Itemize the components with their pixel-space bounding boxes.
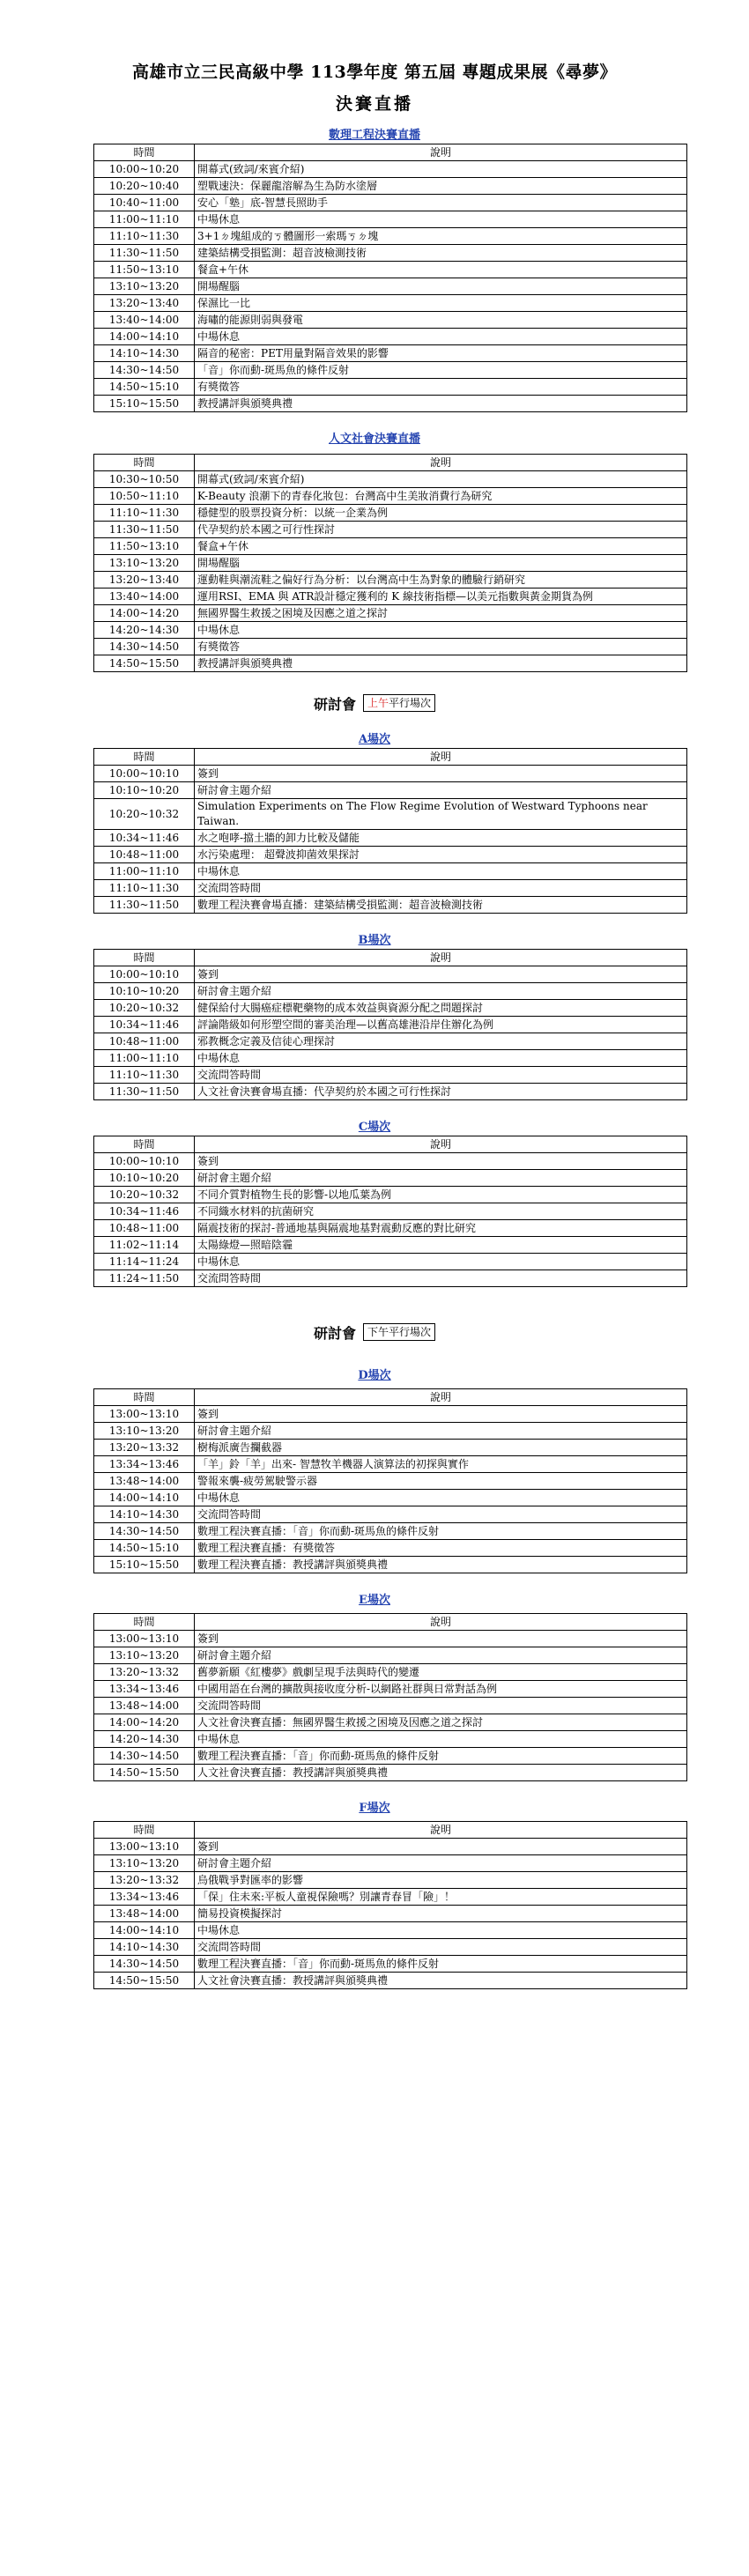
time-header: 時間 — [94, 950, 195, 966]
time-cell: 13:40~14:00 — [94, 588, 195, 605]
time-cell: 10:20~10:40 — [94, 178, 195, 195]
time-cell: 10:34~11:46 — [94, 1203, 195, 1220]
description-cell: 餐盒+午休 — [195, 538, 687, 555]
schedule-row — [94, 1557, 687, 1573]
description-cell: 中場休息 — [195, 1254, 687, 1270]
schedule-row — [94, 1540, 687, 1557]
time-cell: 10:00~10:10 — [94, 1153, 195, 1170]
description-cell: 「羊」鈴「羊」出來- 智慧牧羊機器人演算法的初探與實作 — [195, 1456, 687, 1473]
schedule-row — [94, 1423, 687, 1440]
description-cell: 無國界醫生救援之困境及因應之道之探討 — [195, 605, 687, 622]
time-cell: 13:00~13:10 — [94, 1406, 195, 1423]
time-header: 時間 — [94, 1389, 195, 1406]
description-cell: 塑戰速決：保麗龍溶解為生為防水塗層 — [195, 178, 687, 195]
schedule-row — [94, 1631, 687, 1647]
schedule-row — [94, 1765, 687, 1781]
time-cell: 13:48~14:00 — [94, 1473, 195, 1490]
schedule-row — [94, 766, 687, 782]
time-cell: 13:10~13:20 — [94, 278, 195, 295]
schedule-row — [94, 211, 687, 228]
science-final-section — [0, 128, 749, 412]
schedule-row — [94, 1647, 687, 1664]
session-a-title: A場次 — [358, 733, 391, 746]
time-cell: 14:50~15:10 — [94, 379, 195, 396]
schedule-row — [94, 522, 687, 538]
description-cell: 簽到 — [195, 1631, 687, 1647]
description-cell: 穩健型的股票投資分析：以統一企業為例 — [195, 505, 687, 522]
time-cell: 11:00~11:10 — [94, 1050, 195, 1067]
time-cell: 11:30~11:50 — [94, 897, 195, 914]
schedule-row — [94, 1456, 687, 1473]
time-cell: 14:20~14:30 — [94, 622, 195, 639]
time-cell: 10:30~10:50 — [94, 471, 195, 488]
description-cell: 人文社會決賽直播：教授講評與頒獎典禮 — [195, 1973, 687, 1989]
time-cell: 13:10~13:20 — [94, 1423, 195, 1440]
session-d-title: D場次 — [358, 1369, 391, 1382]
session-b-table — [93, 949, 687, 1100]
schedule-row — [94, 178, 687, 195]
description-cell: 3+1ㄉ塊組成的ㄎ體圖形一索瑪ㄎㄉ塊 — [195, 228, 687, 245]
schedule-row — [94, 245, 687, 262]
schedule-row — [94, 379, 687, 396]
desc-header: 說明 — [195, 144, 687, 161]
schedule-row — [94, 1956, 687, 1973]
time-cell: 14:30~14:50 — [94, 1748, 195, 1765]
time-header: 時間 — [94, 749, 195, 766]
time-cell: 11:00~11:10 — [94, 211, 195, 228]
time-cell: 11:30~11:50 — [94, 1084, 195, 1100]
desc-header: 說明 — [195, 455, 687, 471]
session-c-table — [93, 1136, 687, 1287]
time-cell: 13:20~13:32 — [94, 1872, 195, 1889]
description-cell: 開幕式(致詞/來賓介紹) — [195, 471, 687, 488]
page-header — [0, 0, 749, 116]
schedule-row — [94, 396, 687, 412]
time-cell: 11:30~11:50 — [94, 522, 195, 538]
schedule-row — [94, 1681, 687, 1698]
schedule-row — [94, 555, 687, 572]
time-cell: 14:20~14:30 — [94, 1731, 195, 1748]
schedule-row — [94, 1153, 687, 1170]
schedule-row — [94, 278, 687, 295]
description-cell: 建築結構受損監測：超音波檢測技術 — [195, 245, 687, 262]
description-cell: 數理工程決賽直播：「音」你而動-斑馬魚的條件反射 — [195, 1956, 687, 1973]
description-cell: 簽到 — [195, 1406, 687, 1423]
description-cell: 開場醒腦 — [195, 555, 687, 572]
description-cell: 隔震技術的探討-普通地基與隔震地基對震動反應的對比研究 — [195, 1220, 687, 1237]
time-cell: 13:10~13:20 — [94, 1855, 195, 1872]
desc-header: 說明 — [195, 1822, 687, 1839]
time-cell: 13:48~14:00 — [94, 1698, 195, 1714]
session-b-section — [0, 933, 749, 1100]
description-cell: 舊夢新願《紅樓夢》戲劇呈現手法與時代的變遷 — [195, 1664, 687, 1681]
time-cell: 14:50~15:50 — [94, 1973, 195, 1989]
time-cell: 13:34~13:46 — [94, 1889, 195, 1906]
time-cell: 11:10~11:30 — [94, 880, 195, 897]
description-cell: 樹梅派廣告攔截器 — [195, 1440, 687, 1456]
schedule-row — [94, 588, 687, 605]
schedule-row — [94, 1906, 687, 1922]
schedule-row — [94, 262, 687, 278]
description-cell: 交流問答時間 — [195, 880, 687, 897]
humanities-final-section — [0, 432, 749, 672]
schedule-row — [94, 655, 687, 672]
description-cell: 中場休息 — [195, 329, 687, 345]
schedule-row — [94, 1000, 687, 1017]
description-cell: 教授講評與頒獎典禮 — [195, 396, 687, 412]
description-cell: 數理工程決賽直播：「音」你而動-斑馬魚的條件反射 — [195, 1523, 687, 1540]
session-e-section — [0, 1593, 749, 1781]
time-cell: 13:34~13:46 — [94, 1681, 195, 1698]
schedule-row — [94, 1187, 687, 1203]
time-cell: 11:10~11:30 — [94, 228, 195, 245]
schedule-row — [94, 488, 687, 505]
time-cell: 14:50~15:50 — [94, 1765, 195, 1781]
session-a-section — [0, 732, 749, 914]
schedule-row — [94, 1406, 687, 1423]
description-cell: 中場休息 — [195, 1731, 687, 1748]
time-cell: 10:48~11:00 — [94, 1220, 195, 1237]
time-cell: 11:02~11:14 — [94, 1237, 195, 1254]
description-cell: K-Beauty 浪潮下的青春化妝包：台灣高中生美妝消費行為研究 — [195, 488, 687, 505]
description-cell: 中場休息 — [195, 211, 687, 228]
description-cell: 烏俄戰爭對匯率的影響 — [195, 1872, 687, 1889]
time-cell: 13:00~13:10 — [94, 1839, 195, 1855]
time-cell: 10:20~10:32 — [94, 1000, 195, 1017]
time-cell: 14:00~14:10 — [94, 329, 195, 345]
schedule-row — [94, 471, 687, 488]
description-cell: 保濕比一比 — [195, 295, 687, 312]
desc-header: 說明 — [195, 749, 687, 766]
desc-header: 說明 — [195, 1614, 687, 1631]
session-a-table — [93, 748, 687, 914]
description-cell: 交流問答時間 — [195, 1067, 687, 1084]
schedule-row — [94, 983, 687, 1000]
schedule-row — [94, 195, 687, 211]
schedule-row — [94, 538, 687, 555]
schedule-row — [94, 847, 687, 863]
schedule-row — [94, 863, 687, 880]
time-cell: 13:00~13:10 — [94, 1631, 195, 1647]
afternoon-parallel-tag: 下午平行場次 — [363, 1323, 435, 1341]
schedule-row — [94, 639, 687, 655]
schedule-row — [94, 1506, 687, 1523]
description-cell: 人文社會決賽會場直播：代孕契約於本國之可行性探討 — [195, 1084, 687, 1100]
session-e-title: E場次 — [359, 1594, 390, 1607]
time-cell: 13:20~13:40 — [94, 572, 195, 588]
time-cell: 14:10~14:30 — [94, 1506, 195, 1523]
schedule-row — [94, 1714, 687, 1731]
description-cell: 水之咆哮-擋土牆的卸力比較及儲能 — [195, 830, 687, 847]
time-cell: 10:50~11:10 — [94, 488, 195, 505]
description-cell: 運動鞋與潮流鞋之偏好行為分析：以台灣高中生為對象的體驗行銷研究 — [195, 572, 687, 588]
description-cell: 水污染處理： 超聲波抑菌效果探討 — [195, 847, 687, 863]
time-cell: 10:00~10:10 — [94, 766, 195, 782]
schedule-row — [94, 1731, 687, 1748]
desc-header: 說明 — [195, 1136, 687, 1153]
time-cell: 14:00~14:20 — [94, 605, 195, 622]
description-cell: 有獎徵答 — [195, 639, 687, 655]
time-cell: 14:30~14:50 — [94, 362, 195, 379]
description-cell: 中場休息 — [195, 863, 687, 880]
time-cell: 10:20~10:32 — [94, 799, 195, 830]
description-cell: 簽到 — [195, 1153, 687, 1170]
session-e-table — [93, 1613, 687, 1781]
time-cell: 14:00~14:10 — [94, 1922, 195, 1939]
schedule-row — [94, 1084, 687, 1100]
time-cell: 11:24~11:50 — [94, 1270, 195, 1287]
schedule-row — [94, 362, 687, 379]
time-cell: 14:50~15:50 — [94, 655, 195, 672]
schedule-row — [94, 1050, 687, 1067]
schedule-row — [94, 1698, 687, 1714]
schedule-row — [94, 966, 687, 983]
morning-parallel-tag — [363, 694, 435, 712]
time-header: 時間 — [94, 144, 195, 161]
session-c-section — [0, 1120, 749, 1287]
time-cell: 14:30~14:50 — [94, 1523, 195, 1540]
description-cell: Simulation Experiments on The Flow Regime Evolution of Westward Typhoons near Taiwan. — [195, 799, 687, 830]
time-cell: 14:00~14:10 — [94, 1490, 195, 1506]
time-header: 時間 — [94, 455, 195, 471]
schedule-row — [94, 572, 687, 588]
time-cell: 10:48~11:00 — [94, 1033, 195, 1050]
time-cell: 13:20~13:40 — [94, 295, 195, 312]
description-cell: 交流問答時間 — [195, 1506, 687, 1523]
schedule-row — [94, 505, 687, 522]
page-title: 高雄市立三民高級中學 113學年度 第五屆 專題成果展《尋夢》 — [131, 63, 617, 82]
time-cell: 10:34~11:46 — [94, 830, 195, 847]
schedule-row — [94, 1889, 687, 1906]
schedule-row — [94, 1033, 687, 1050]
description-cell: 中場休息 — [195, 1050, 687, 1067]
description-cell: 太陽綠燈—照暗陰霾 — [195, 1237, 687, 1254]
description-cell: 開場醒腦 — [195, 278, 687, 295]
time-cell: 13:40~14:00 — [94, 312, 195, 329]
desc-header: 說明 — [195, 1389, 687, 1406]
time-cell: 14:10~14:30 — [94, 1939, 195, 1956]
description-cell: 數理工程決賽直播：教授講評與頒獎典禮 — [195, 1557, 687, 1573]
schedule-row — [94, 228, 687, 245]
time-cell: 10:48~11:00 — [94, 847, 195, 863]
description-cell: 簡易投資模擬探討 — [195, 1906, 687, 1922]
description-cell: 簽到 — [195, 766, 687, 782]
schedule-row — [94, 880, 687, 897]
description-cell: 中國用語在台灣的擴散與接收度分析-以網路社群與日常對話為例 — [195, 1681, 687, 1698]
description-cell: 簽到 — [195, 1839, 687, 1855]
time-cell: 10:00~10:10 — [94, 966, 195, 983]
time-cell: 13:20~13:32 — [94, 1440, 195, 1456]
description-cell: 開幕式(致詞/來賓介紹) — [195, 161, 687, 178]
humanities-final-title: 人文社會決賽直播 — [328, 433, 420, 446]
time-cell: 15:10~15:50 — [94, 1557, 195, 1573]
schedule-row — [94, 1748, 687, 1765]
schedule-row — [94, 345, 687, 362]
description-cell: 人文社會決賽直播：無國界醫生救援之困境及因應之道之探討 — [195, 1714, 687, 1731]
morning-forum-heading — [0, 692, 749, 714]
schedule-row — [94, 1237, 687, 1254]
schedule-row — [94, 295, 687, 312]
description-cell: 警報來襲-疲勞駕駛警示器 — [195, 1473, 687, 1490]
description-cell: 有獎徵答 — [195, 379, 687, 396]
description-cell: 教授講評與頒獎典禮 — [195, 655, 687, 672]
schedule-row — [94, 1664, 687, 1681]
session-c-title: C場次 — [358, 1121, 391, 1134]
time-cell: 14:50~15:10 — [94, 1540, 195, 1557]
description-cell: 研討會主題介紹 — [195, 983, 687, 1000]
session-f-title: F場次 — [359, 1802, 390, 1815]
schedule-row — [94, 1220, 687, 1237]
schedule-row — [94, 1254, 687, 1270]
description-cell: 安心「塾」底-智慧長照助手 — [195, 195, 687, 211]
description-cell: 中場休息 — [195, 622, 687, 639]
schedule-row — [94, 1067, 687, 1084]
schedule-row — [94, 312, 687, 329]
time-cell: 14:00~14:20 — [94, 1714, 195, 1731]
time-cell: 11:30~11:50 — [94, 245, 195, 262]
description-cell: 不同介質對植物生長的影響-以地瓜葉為例 — [195, 1187, 687, 1203]
time-cell: 13:10~13:20 — [94, 1647, 195, 1664]
description-cell: 中場休息 — [195, 1490, 687, 1506]
morning-tag-accent: 上午 — [367, 697, 389, 709]
time-cell: 13:20~13:32 — [94, 1664, 195, 1681]
schedule-row — [94, 1440, 687, 1456]
humanities-final-table — [93, 454, 687, 672]
schedule-row — [94, 605, 687, 622]
page-subtitle: 決賽直播 — [335, 94, 413, 114]
afternoon-forum-label: 研討會 — [313, 1324, 356, 1342]
schedule-row — [94, 897, 687, 914]
time-cell: 14:30~14:50 — [94, 639, 195, 655]
description-cell: 數理工程決賽直播：有獎徵答 — [195, 1540, 687, 1557]
schedule-row — [94, 1490, 687, 1506]
description-cell: 交流問答時間 — [195, 1939, 687, 1956]
morning-tag-rest: 平行場次 — [389, 697, 432, 709]
schedule-row — [94, 1839, 687, 1855]
schedule-row — [94, 830, 687, 847]
schedule-row — [94, 1855, 687, 1872]
schedule-row — [94, 622, 687, 639]
session-f-table — [93, 1821, 687, 1989]
schedule-row — [94, 1473, 687, 1490]
time-cell: 10:10~10:20 — [94, 1170, 195, 1187]
session-b-title: B場次 — [358, 934, 391, 947]
time-cell: 11:14~11:24 — [94, 1254, 195, 1270]
schedule-row — [94, 1270, 687, 1287]
session-d-table — [93, 1388, 687, 1573]
time-cell: 11:50~13:10 — [94, 538, 195, 555]
science-final-table — [93, 144, 687, 412]
description-cell: 簽到 — [195, 966, 687, 983]
desc-header: 說明 — [195, 950, 687, 966]
description-cell: 研討會主題介紹 — [195, 782, 687, 799]
description-cell: 評論階級如何形塑空間的審美治理—以舊高雄港沿岸住辦化為例 — [195, 1017, 687, 1033]
schedule-row — [94, 799, 687, 830]
time-cell: 10:40~11:00 — [94, 195, 195, 211]
description-cell: 交流問答時間 — [195, 1698, 687, 1714]
description-cell: 數理工程決賽會場直播：建築結構受損監測：超音波檢測技術 — [195, 897, 687, 914]
description-cell: 海嘯的能源則弱與發電 — [195, 312, 687, 329]
description-cell: 「音」你而動-斑馬魚的條件反射 — [195, 362, 687, 379]
description-cell: 健保給付大腸癌症標靶藥物的成本效益與資源分配之問題探討 — [195, 1000, 687, 1017]
time-cell: 13:48~14:00 — [94, 1906, 195, 1922]
description-cell: 不同織水材料的抗菌研究 — [195, 1203, 687, 1220]
description-cell: 人文社會決賽直播：教授講評與頒獎典禮 — [195, 1765, 687, 1781]
description-cell: 邪教概念定義及信徒心理探討 — [195, 1033, 687, 1050]
time-cell: 10:10~10:20 — [94, 782, 195, 799]
schedule-row — [94, 1973, 687, 1989]
morning-forum-label: 研討會 — [313, 695, 356, 713]
description-cell: 研討會主題介紹 — [195, 1170, 687, 1187]
schedule-row — [94, 1872, 687, 1889]
time-cell: 14:10~14:30 — [94, 345, 195, 362]
time-cell: 14:30~14:50 — [94, 1956, 195, 1973]
description-cell: 研討會主題介紹 — [195, 1647, 687, 1664]
description-cell: 運用RSI、EMA 與 ATR設計穩定獲利的 K 線技術指標—以美元指數與黃金期貨為例 — [195, 588, 687, 605]
afternoon-forum-heading — [0, 1321, 749, 1344]
time-cell: 15:10~15:50 — [94, 396, 195, 412]
time-cell: 13:34~13:46 — [94, 1456, 195, 1473]
schedule-row — [94, 1017, 687, 1033]
schedule-row — [94, 329, 687, 345]
time-cell: 11:00~11:10 — [94, 863, 195, 880]
time-header: 時間 — [94, 1822, 195, 1839]
time-cell: 11:10~11:30 — [94, 1067, 195, 1084]
description-cell: 中場休息 — [195, 1922, 687, 1939]
description-cell: 研討會主題介紹 — [195, 1423, 687, 1440]
description-cell: 交流問答時間 — [195, 1270, 687, 1287]
description-cell: 餐盒+午休 — [195, 262, 687, 278]
time-cell: 10:10~10:20 — [94, 983, 195, 1000]
science-final-title: 數理工程決賽直播 — [328, 129, 420, 142]
time-cell: 11:50~13:10 — [94, 262, 195, 278]
description-cell: 數理工程決賽直播：「音」你而動-斑馬魚的條件反射 — [195, 1748, 687, 1765]
time-cell: 10:00~10:20 — [94, 161, 195, 178]
session-f-section — [0, 1801, 749, 1989]
time-cell: 11:10~11:30 — [94, 505, 195, 522]
time-header: 時間 — [94, 1136, 195, 1153]
schedule-row — [94, 1203, 687, 1220]
description-cell: 「保」住未來:平板人童視保險嗎？別讓青春冒「險」！ — [195, 1889, 687, 1906]
time-cell: 10:34~11:46 — [94, 1017, 195, 1033]
description-cell: 隔音的秘密：PET用量對隔音效果的影響 — [195, 345, 687, 362]
time-header: 時間 — [94, 1614, 195, 1631]
description-cell: 研討會主題介紹 — [195, 1855, 687, 1872]
schedule-row — [94, 161, 687, 178]
session-d-section — [0, 1368, 749, 1573]
schedule-row — [94, 1523, 687, 1540]
schedule-row — [94, 782, 687, 799]
time-cell: 13:10~13:20 — [94, 555, 195, 572]
description-cell: 代孕契約於本國之可行性探討 — [195, 522, 687, 538]
schedule-row — [94, 1922, 687, 1939]
time-cell: 10:20~10:32 — [94, 1187, 195, 1203]
schedule-row — [94, 1939, 687, 1956]
schedule-row — [94, 1170, 687, 1187]
